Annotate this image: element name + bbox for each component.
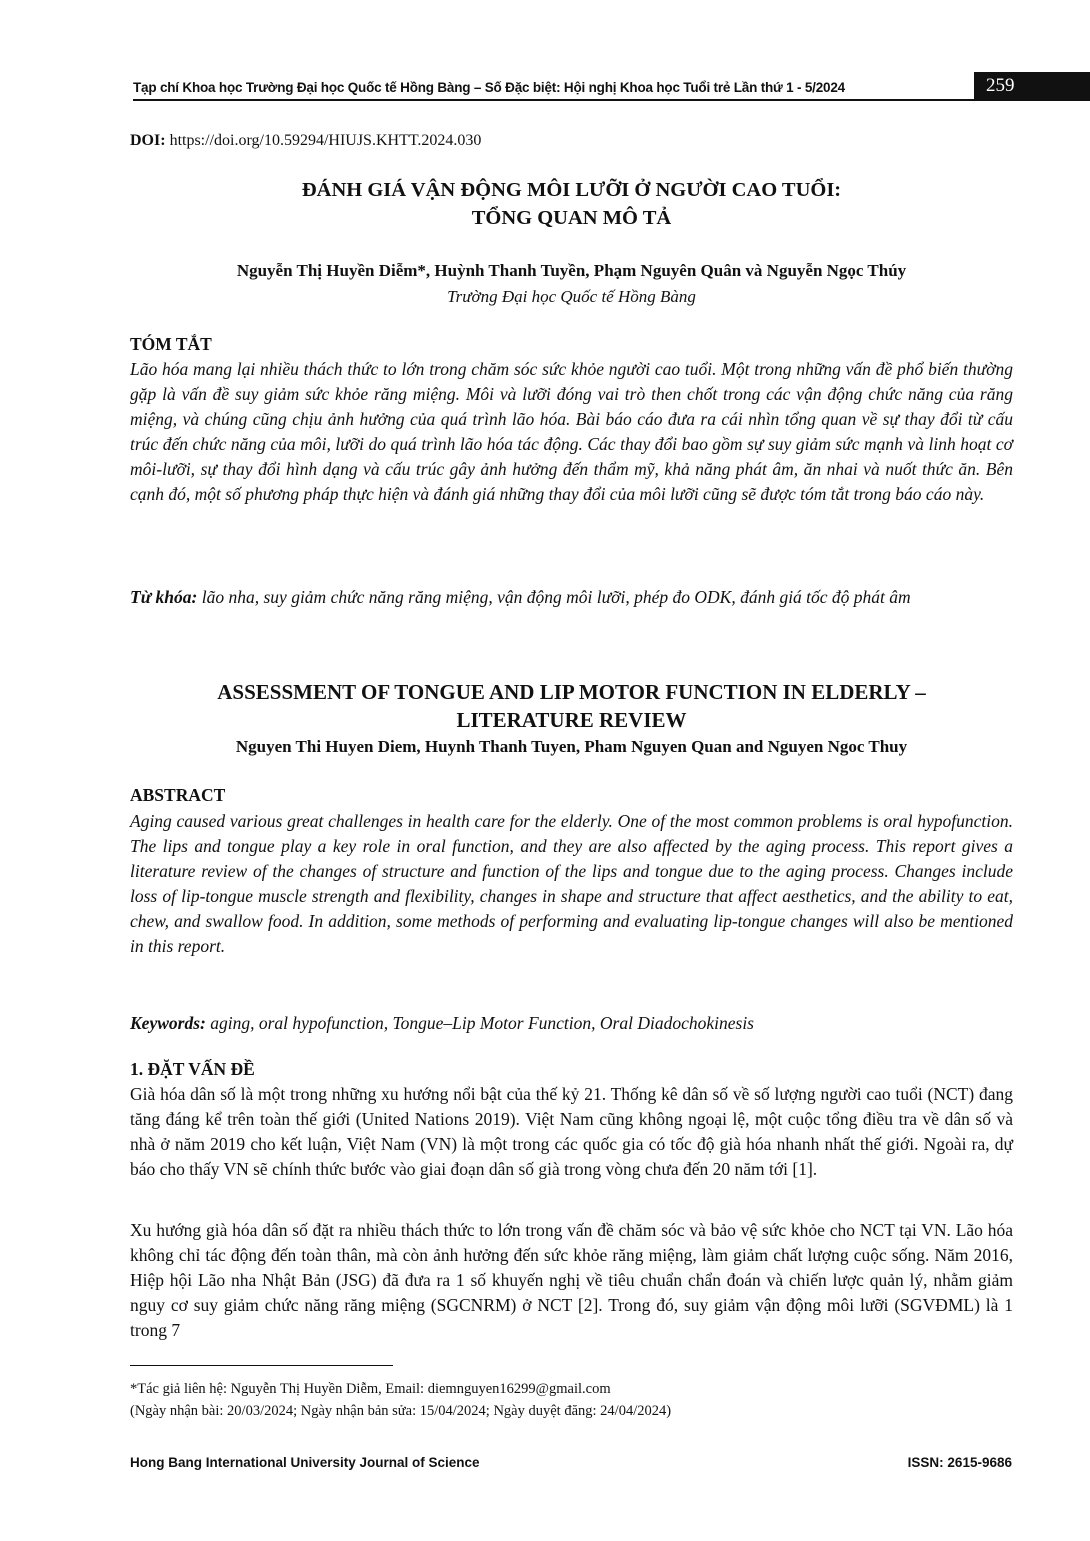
title-en-line1: ASSESSMENT OF TONGUE AND LIP MOTOR FUNCTION IN ELDERLY – <box>217 680 926 704</box>
doi-label: DOI: <box>130 132 166 149</box>
keywords-vi-label: Từ khóa: <box>130 587 198 607</box>
keywords-vi <box>130 585 1013 610</box>
abstract-heading-vi: TÓM TẮT <box>130 334 212 354</box>
footer-journal: Hong Bang International University Journal of Science <box>130 1455 480 1470</box>
title-vi <box>130 176 1013 232</box>
abstract-en: Aging caused various great challenges in health care for the elderly. One of the most common problems is oral hypofunction. The lips and tongue play a key role in oral function, and they are also affected by the aging process. This report gives a literature review of the changes of structure and function of the lips and tongue due to the aging process. Changes include loss of lip-tongue muscle strength and flexibility, changes in shape and structure that affect aesthetics, and the ability to eat, chew, and swallow food. In addition, some methods of performing and evaluating lip-tongue changes will also be mentioned in this report. <box>130 811 1013 956</box>
header-rule <box>133 99 1090 101</box>
authors-en: Nguyen Thi Huyen Diem, Huynh Thanh Tuyen, Pham Nguyen Quan and Nguyen Ngoc Thuy <box>235 737 908 756</box>
doi-line <box>130 132 481 150</box>
page-number: 259 <box>974 72 1090 99</box>
keywords-en-label: Keywords: <box>130 1013 206 1033</box>
section-1-heading: 1. ĐẶT VẤN ĐỀ <box>130 1059 255 1079</box>
footnote-rule <box>130 1365 393 1366</box>
title-en <box>130 678 1013 734</box>
doi-link[interactable]: https://doi.org/10.59294/HIUJS.KHTT.2024.030 <box>169 132 482 149</box>
abstract-heading-en: ABSTRACT <box>130 785 226 805</box>
title-vi-line1: ĐÁNH GIÁ VẬN ĐỘNG MÔI LƯỠI Ở NGƯỜI CAO TUỔI: <box>301 179 842 201</box>
keywords-en-text: aging, oral hypofunction, Tongue–Lip Motor Function, Oral Diadochokinesis <box>210 1013 754 1033</box>
keywords-en <box>130 1011 1013 1036</box>
keywords-vi-text: lão nha, suy giảm chức năng răng miệng, vận động môi lưỡi, phép đo ODK, đánh giá tốc độ phát âm <box>201 587 911 607</box>
section-1-para-1: Già hóa dân số là một trong những xu hướng nổi bật của thế kỷ 21. Thống kê dân số về số lượng người cao tuổi (NCT) đang tăng đáng kể trên toàn thế giới (United Nations 2019). Việt Nam cũng không ngoại lệ, một cuộc tổng điều tra về dân số và nhà ở năm 2019 cho kết luận, Việt Nam (VN) là một trong các quốc gia có tốc độ già hóa nhanh nhất thế giới. Ngoài ra, dự báo cho thấy VN sẽ chính thức bước vào giai đoạn dân số già trong vòng chưa đến 20 năm tới [1]. <box>130 1084 1013 1179</box>
footnote-dates: (Ngày nhận bài: 20/03/2024; Ngày nhận bản sửa: 15/04/2024; Ngày duyệt đăng: 24/04/2024) <box>130 1403 672 1419</box>
authors-vi: Nguyễn Thị Huyền Diễm*, Huỳnh Thanh Tuyền, Phạm Nguyên Quân và Nguyễn Ngọc Thúy <box>236 261 907 280</box>
affiliation-vi: Trường Đại học Quốc tế Hồng Bàng <box>447 287 696 306</box>
running-header: Tạp chí Khoa học Trường Đại học Quốc tế Hồng Bàng – Số Đặc biệt: Hội nghị Khoa học Tuổi trẻ Lần thứ 1 - 5/2024 <box>133 80 845 95</box>
title-vi-line2: TỔNG QUAN MÔ TẢ <box>471 207 672 229</box>
footer-issn: ISSN: 2615-9686 <box>907 1455 1012 1470</box>
abstract-vi: Lão hóa mang lại nhiều thách thức to lớn trong chăm sóc sức khỏe người cao tuổi. Một trong những vấn đề phổ biến thường gặp là vấn đề suy giảm sức khỏe răng miệng. Môi và lưỡi đóng vai trò then chốt trong các vận động chức năng của răng miệng, và chúng cũng chịu ảnh hưởng của quá trình lão hóa. Bài báo cáo đưa ra cái nhìn tổng quan về sự thay đổi từ cấu trúc đến chức năng của môi, lưỡi do quá trình lão hóa tác động. Các thay đổi bao gồm sự suy giảm sức mạnh và linh hoạt cơ môi-lưỡi, sự thay đổi hình dạng và cấu trúc gây ảnh hưởng đến thẩm mỹ, khả năng phát âm, ăn nhai và nuốt thức ăn. Bên cạnh đó, một số phương pháp thực hiện và đánh giá những thay đổi của môi lưỡi cũng sẽ được tóm tắt trong báo cáo này. <box>130 359 1013 504</box>
section-1-para-2: Xu hướng già hóa dân số đặt ra nhiều thách thức to lớn trong vấn đề chăm sóc và bảo vệ sức khỏe cho NCT tại VN. Lão hóa không chỉ tác động đến toàn thân, mà còn ảnh hưởng đến sức khỏe răng miệng, làm giảm chất lượng cuộc sống. Năm 2016, Hiệp hội Lão nha Nhật Bản (JSG) đã đưa ra 1 số khuyến nghị về tiêu chuẩn chẩn đoán và chiến lược quản lý, nhằm giảm nguy cơ suy giảm chức năng răng miệng (SGCNRM) ở NCT [2]. Trong đó, suy giảm vận động môi lưỡi (SGVĐML) là 1 trong 7 <box>130 1220 1013 1340</box>
footnote-corresponding: *Tác giả liên hệ: Nguyễn Thị Huyền Diễm, Email: diemnguyen16299@gmail.com <box>130 1381 611 1397</box>
title-en-line2: LITERATURE REVIEW <box>456 708 687 732</box>
